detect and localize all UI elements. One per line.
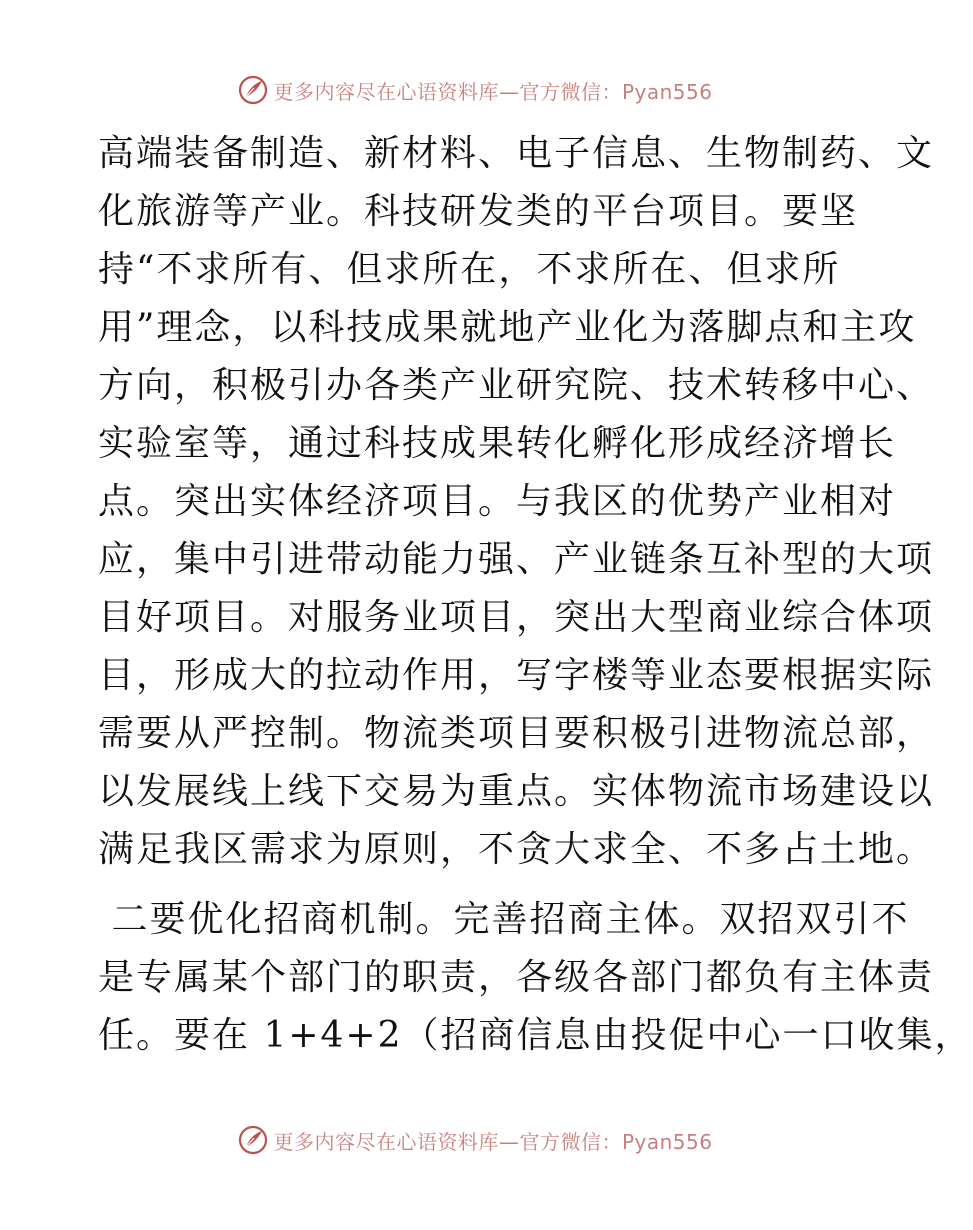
text-line: 点。突出实体经济项目。与我区的优势产业相对 — [98, 481, 897, 522]
text-line: 方向，积极引办各类产业研究院、技术转移中心、 — [98, 365, 935, 406]
paragraph-gap — [98, 879, 858, 891]
footer-watermark — [0, 1120, 950, 1160]
text-line: 二要优化招商机制。完善招商主体。双招双引不 — [98, 899, 910, 940]
text-line: 以发展线上线下交易为重点。实体物流市场建设以 — [98, 771, 935, 812]
text-line: 满足我区需求为原则，不贪大求全、不多占土地。 — [98, 829, 935, 870]
paragraph — [98, 125, 935, 879]
header-watermark — [0, 70, 950, 110]
paragraph — [98, 891, 973, 1065]
header-watermark-text: 更多内容尽在心语资料库—官方微信：Pyan556 — [273, 79, 713, 104]
text-line: 用”理念，以科技成果就地产业化为落脚点和主攻 — [98, 307, 917, 348]
text-line: 需要从严控制。物流类项目要积极引进物流总部， — [98, 713, 935, 754]
text-line: 持“不求所有、但求所在，不求所在、但求所 — [98, 249, 841, 290]
footer-watermark-text: 更多内容尽在心语资料库—官方微信：Pyan556 — [273, 1129, 713, 1154]
text-line: 应，集中引进带动能力强、产业链条互补型的大项 — [98, 539, 935, 580]
text-line: 高端装备制造、新材料、电子信息、生物制药、文 — [98, 133, 935, 174]
text-line: 是专属某个部门的职责，各级各部门都负有主体责 — [98, 957, 935, 998]
quill-logo-icon — [237, 1124, 269, 1156]
text-line: 实验室等，通过科技成果转化孵化形成经济增长 — [98, 423, 897, 464]
quill-logo-icon — [237, 74, 269, 106]
text-line: 目好项目。对服务业项目，突出大型商业综合体项 — [98, 597, 935, 638]
document-body — [98, 125, 973, 1065]
text-line: 化旅游等产业。科技研发类的平台项目。要坚 — [98, 191, 859, 232]
text-line: 任。要在 1+4+2（招商信息由投促中心一口收集， — [98, 1015, 973, 1056]
text-line: 目，形成大的拉动作用，写字楼等业态要根据实际 — [98, 655, 935, 696]
